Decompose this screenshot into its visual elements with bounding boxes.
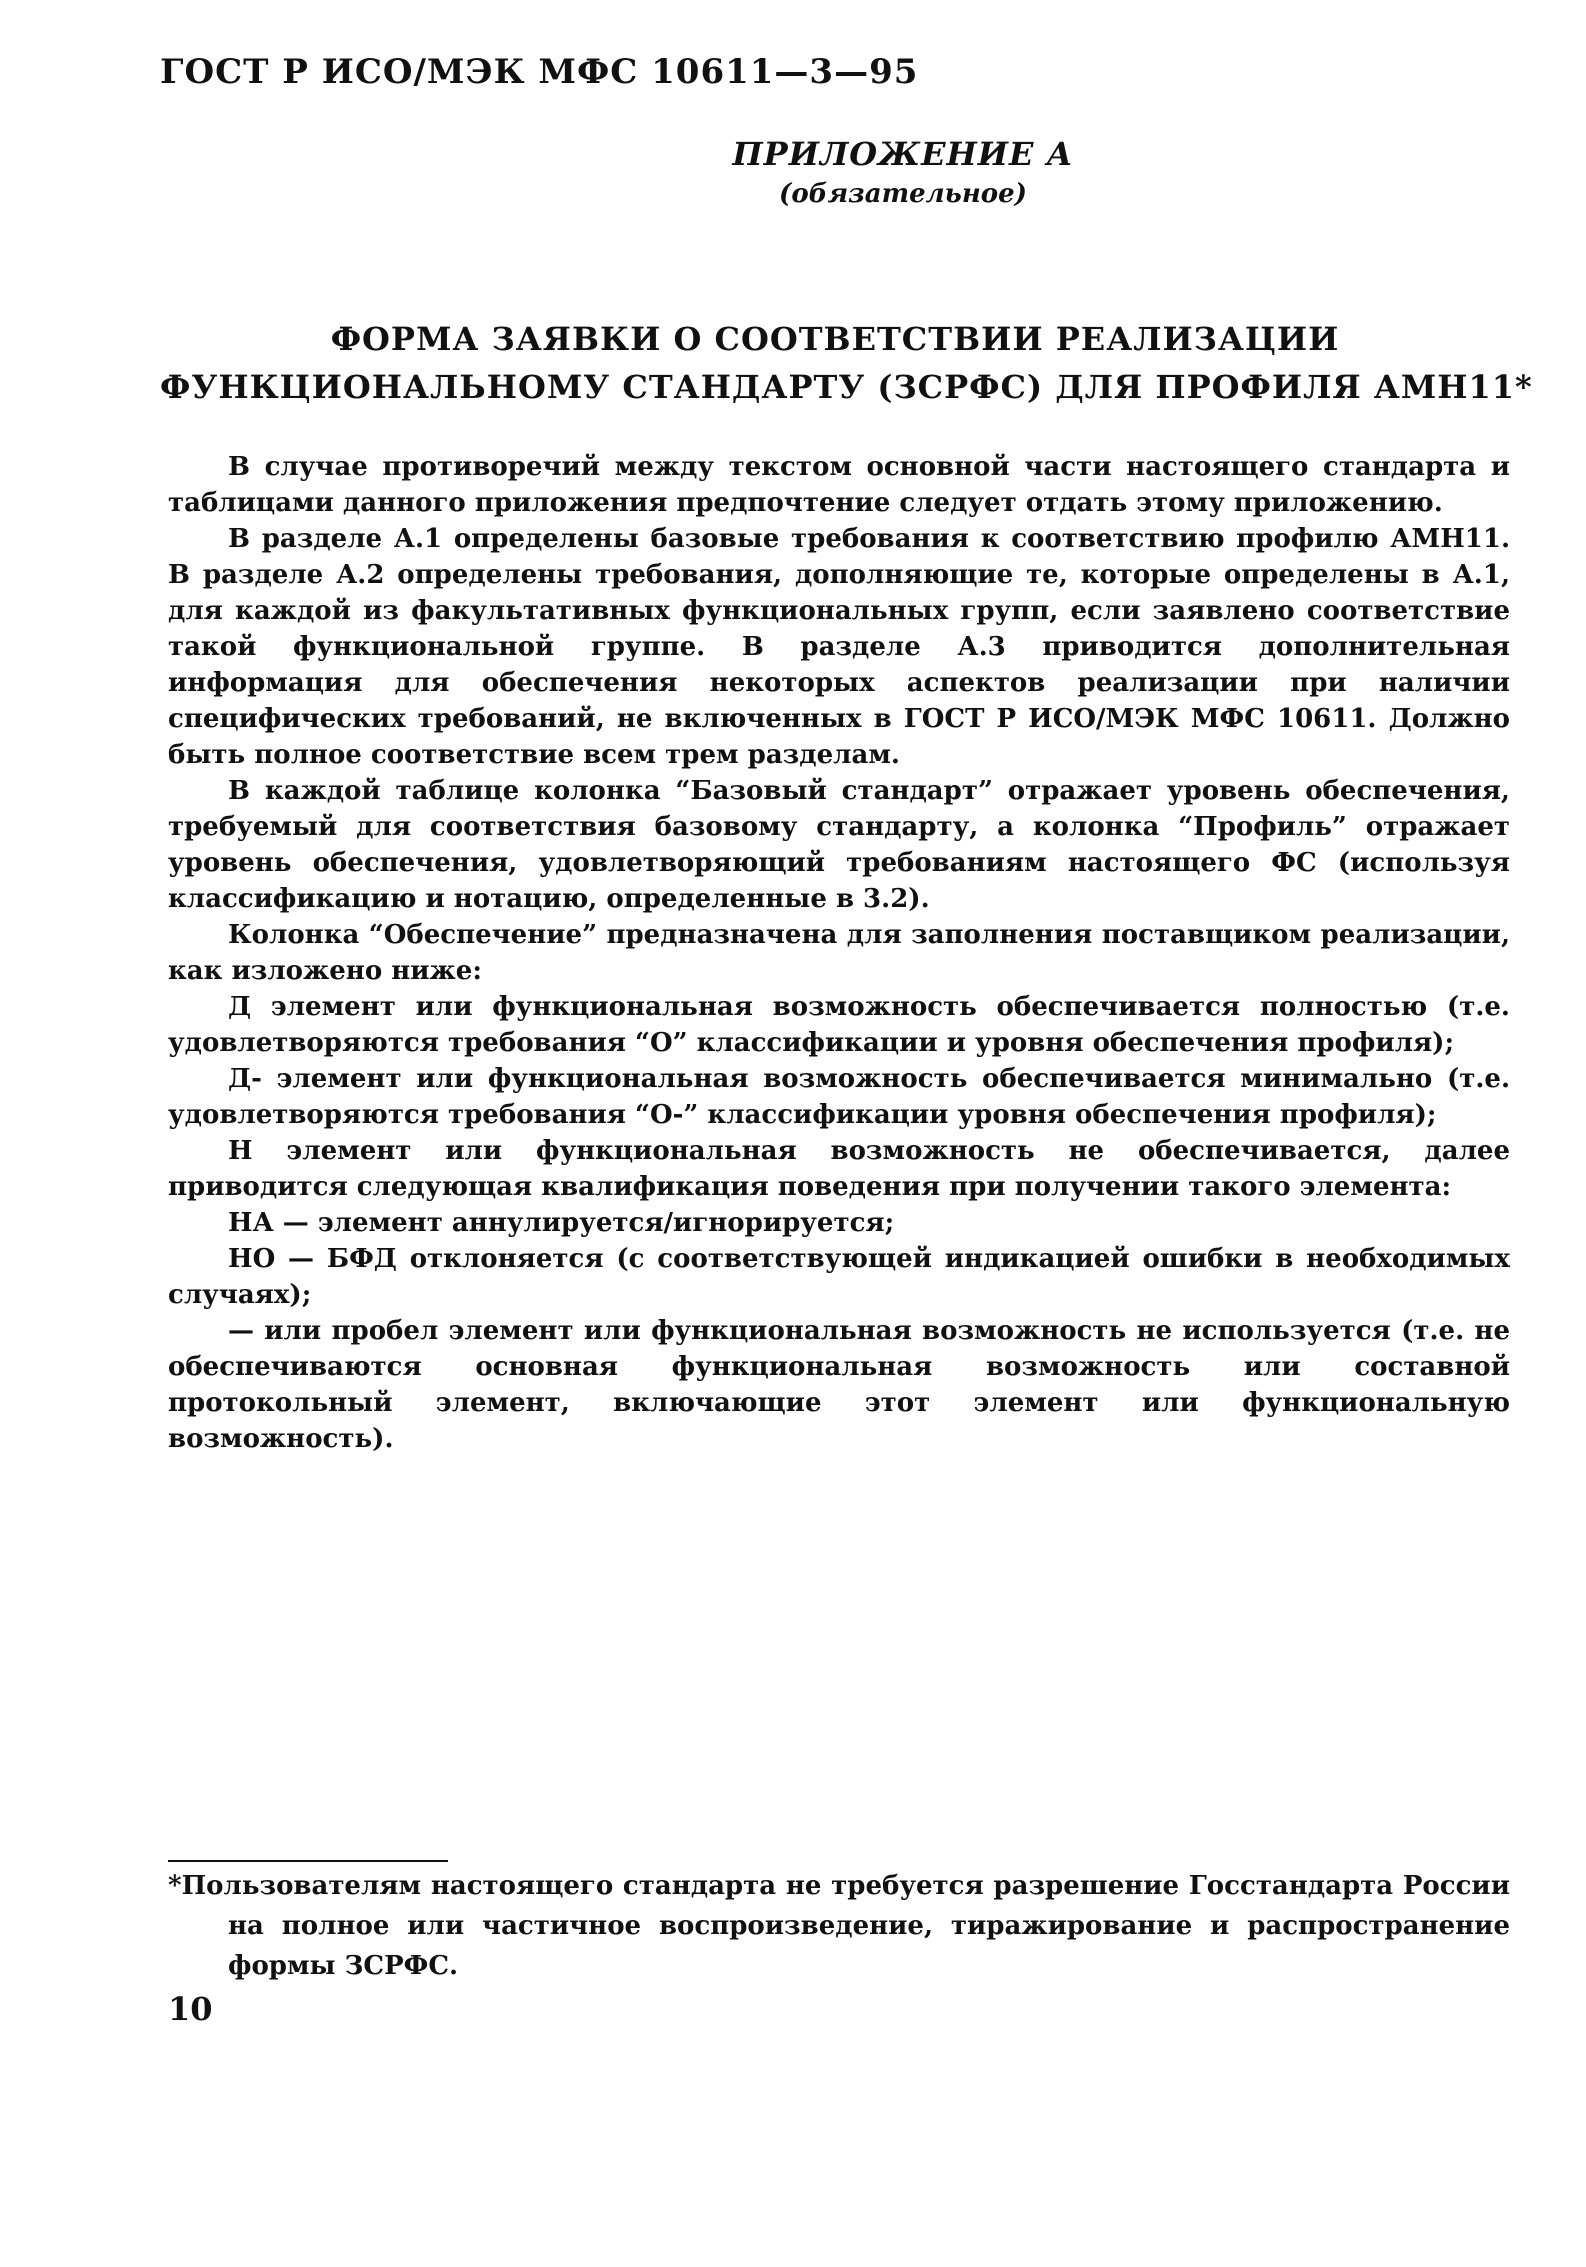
paragraph-4: Колонка “Обеспечение” предназначена для заполнения поставщиком реализации, как изложено ниже: — [168, 920, 1510, 986]
document-header-id: ГОСТ Р ИСО/МЭК МФС 10611—3—95 — [160, 52, 919, 92]
page-number: 10 — [168, 1990, 213, 2028]
paragraph-2: В разделе А.1 определены базовые требования к соответствию профилю АМН11. В разделе А.2 определены требования, дополняющие те, которые определены в А.1, для каждой из факультативных функциональных групп, если заявлено соответствие такой функциональной группе. В разделе А.3 приводится дополнительная информация для обеспечения некоторых аспектов реализации при наличии специфических требований, не включенных в ГОСТ Р ИСО/МЭК МФС 10611. Должно быть полное соответствие всем трем разделам. — [168, 524, 1510, 770]
paragraph-5: Д элемент или функциональная возможность обеспечивается полностью (т.е. удовлетворяются требования “О” классификации и уровня обеспечения профиля); — [168, 992, 1510, 1058]
form-title-line-2: ФУНКЦИОНАЛЬНОМУ СТАНДАРТУ (ЗСРФС) ДЛЯ ПРОФИЛЯ АМН11* — [160, 368, 1533, 406]
footnote-text: *Пользователям настоящего стандарта не требуется разрешение Госстандарта России на полное или частичное воспроизведение, тиражирование и распространение формы ЗСРФС. — [168, 1871, 1510, 1981]
paragraph-6: Д- элемент или функциональная возможность обеспечивается минимально (т.е. удовлетворяются требования “О-” классификации уровня обеспечения профиля); — [168, 1064, 1510, 1130]
appendix-heading — [0, 132, 1586, 212]
paragraph-1: В случае противоречий между текстом основной части настоящего стандарта и таблицами данного приложения предпочтение следует отдать этому приложению. — [168, 452, 1510, 518]
appendix-title: ПРИЛОЖЕНИЕ А — [732, 135, 1074, 173]
footnote — [168, 1866, 1510, 1986]
appendix-status: (обязательное) — [779, 179, 1027, 209]
paragraph-10: — или пробел элемент или функциональная возможность не используется (т.е. не обеспечиваются основная функциональная возможность или составной протокольный элемент, включающие этот элемент или функциональную возможность). — [168, 1316, 1510, 1454]
paragraph-8: НА — элемент аннулируется/игнорируется; — [228, 1208, 895, 1238]
paragraph-7: Н элемент или функциональная возможность не обеспечивается, далее приводится следующая квалификация поведения при получении такого элемента: — [168, 1136, 1510, 1202]
form-title — [160, 315, 1533, 411]
paragraph-9: НО — БФД отклоняется (с соответствующей индикацией ошибки в необходимых случаях); — [168, 1244, 1510, 1310]
form-title-line-1: ФОРМА ЗАЯВКИ О СООТВЕТСТВИИ РЕАЛИЗАЦИИ — [330, 320, 1340, 358]
body-text — [168, 449, 1510, 1457]
paragraph-3: В каждой таблице колонка “Базовый стандарт” отражает уровень обеспечения, требуемый для соответствия базовому стандарту, а колонка “Профиль” отражает уровень обеспечения, удовлетворяющий требованиям настоящего ФС (используя классификацию и нотацию, определенные в 3.2). — [168, 776, 1510, 914]
footnote-divider — [168, 1860, 448, 1862]
